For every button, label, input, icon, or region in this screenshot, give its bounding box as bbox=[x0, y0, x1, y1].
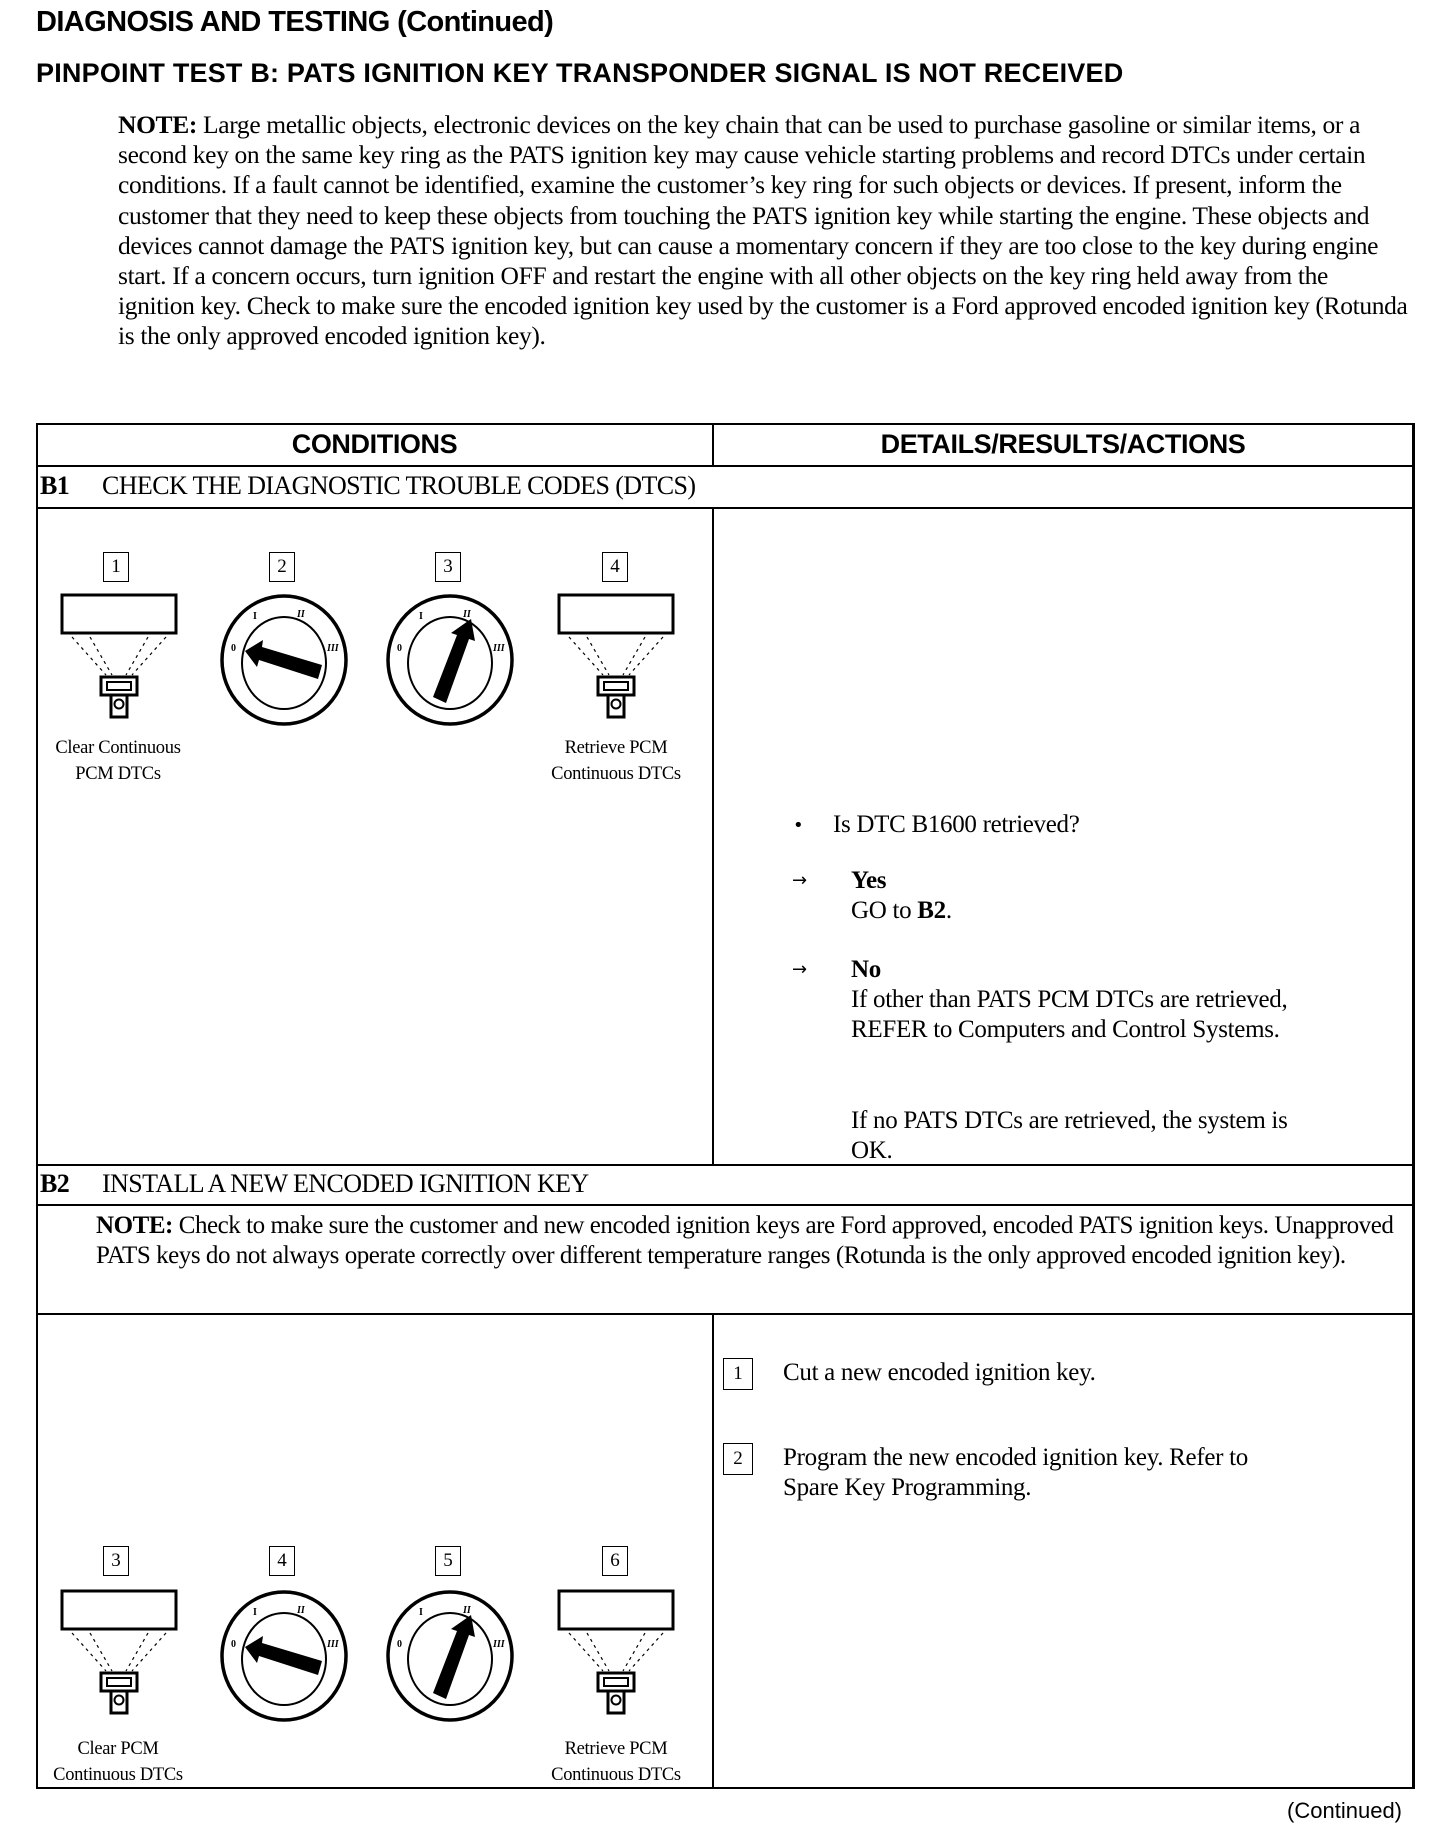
scan-tool-icon bbox=[54, 593, 184, 718]
section-heading: DIAGNOSIS AND TESTING (Continued) bbox=[36, 6, 554, 38]
step-code: B1 bbox=[40, 471, 70, 500]
continued-footer: (Continued) bbox=[1287, 1798, 1402, 1823]
action-number: 1 bbox=[723, 1358, 753, 1390]
svg-text:I: I bbox=[419, 611, 423, 622]
action-text: Cut a new encoded ignition key. bbox=[783, 1359, 1096, 1386]
pinpoint-test-title: PINPOINT TEST B: PATS IGNITION KEY TRANSPONDER SIGNAL IS NOT RECEIVED bbox=[36, 58, 1124, 88]
goto-b2-link[interactable]: B2 bbox=[917, 897, 946, 924]
svg-text:II: II bbox=[297, 1605, 305, 1616]
caption-retrieve-dtcs: Retrieve PCM Continuous DTCs bbox=[551, 1739, 681, 1785]
callout-number: 4 bbox=[269, 1546, 295, 1576]
step-code: B2 bbox=[40, 1169, 70, 1198]
svg-text:III: III bbox=[493, 1639, 505, 1650]
step-b2-title-row bbox=[40, 1169, 589, 1199]
ignition-switch-off-icon bbox=[217, 1589, 351, 1723]
b2-note bbox=[96, 1211, 1414, 1271]
callout-number: 5 bbox=[435, 1546, 461, 1576]
callout-number: 4 bbox=[602, 552, 628, 582]
result-no: No If other than PATS PCM DTCs are retrieved, REFER to Computers and Control Systems. bbox=[851, 956, 1288, 1043]
arrow-right-icon: → bbox=[792, 870, 808, 891]
scan-tool-icon bbox=[551, 593, 681, 718]
ignition-switch-off-icon bbox=[217, 593, 351, 727]
callout-number: 6 bbox=[602, 1546, 628, 1576]
action-number: 2 bbox=[723, 1443, 753, 1475]
svg-text:I: I bbox=[419, 1607, 423, 1618]
callout-number: 3 bbox=[435, 552, 461, 582]
svg-text:0: 0 bbox=[397, 1639, 402, 1650]
result-system-ok: If no PATS DTCs are retrieved, the system is OK. bbox=[851, 1107, 1288, 1164]
column-header-conditions: CONDITIONS bbox=[291, 429, 458, 459]
intro-note bbox=[118, 110, 1408, 352]
note-label: NOTE: bbox=[118, 110, 198, 139]
svg-text:0: 0 bbox=[231, 643, 236, 654]
bullet-icon: • bbox=[793, 815, 804, 836]
svg-text:III: III bbox=[327, 1639, 339, 1650]
caption-clear-dtcs: Clear PCM Continuous DTCs bbox=[53, 1739, 183, 1785]
svg-text:I: I bbox=[253, 1607, 257, 1618]
note-text: Large metallic objects, electronic devices on the key chain that can be used to purchase gasoline or similar items, or a second key on the same key ring as the PATS ignition key may cause vehicle starting problems and record DTCs under certain conditions. If a fault cannot be identified, examine the customer’s key ring for such objects or devices. If present, inform the customer that they need to keep these objects from touching the PATS ignition key while starting the engine. These objects and devices cannot damage the PATS ignition key, but can cause a momentary concern if they are too close to the key during engine start. If a concern occurs, turn ignition OFF and restart the engine with all other objects on the key ring held away from the ignition key. Check to make sure the encoded ignition key used by the customer is a Ford approved encoded ignition key (Rotunda is the only approved encoded ignition key). bbox=[118, 110, 1408, 351]
svg-text:II: II bbox=[463, 609, 471, 620]
svg-text:III: III bbox=[327, 643, 339, 654]
scan-tool-icon bbox=[54, 1589, 184, 1714]
callout-number: 2 bbox=[269, 552, 295, 582]
column-header-details: DETAILS/RESULTS/ACTIONS bbox=[880, 429, 1246, 459]
arrow-right-icon: → bbox=[792, 959, 808, 980]
note-text: Check to make sure the customer and new encoded ignition keys are Ford approved, encoded PATS ignition keys. Unapproved PATS keys do not always operate correctly over different temperature ranges (Rotunda is the only approved encoded ignition key). bbox=[96, 1212, 1394, 1269]
ignition-switch-run-icon bbox=[383, 593, 517, 727]
step-title: INSTALL A NEW ENCODED IGNITION KEY bbox=[102, 1169, 589, 1198]
caption-retrieve-dtcs: Retrieve PCM Continuous DTCs bbox=[551, 738, 681, 784]
callout-number: 1 bbox=[103, 552, 129, 582]
svg-text:II: II bbox=[463, 1605, 471, 1616]
svg-text:I: I bbox=[253, 611, 257, 622]
step-b1-title-row bbox=[40, 471, 695, 501]
svg-text:0: 0 bbox=[231, 1639, 236, 1650]
note-label: NOTE: bbox=[96, 1212, 173, 1239]
ignition-switch-run-icon bbox=[383, 1589, 517, 1723]
callout-number: 3 bbox=[103, 1546, 129, 1576]
svg-text:III: III bbox=[493, 643, 505, 654]
result-yes: Yes GO to B2. bbox=[851, 867, 952, 924]
pinpoint-test-table bbox=[36, 423, 1414, 1789]
svg-text:II: II bbox=[297, 609, 305, 620]
action-text: Program the new encoded ignition key. Refer to Spare Key Programming. bbox=[783, 1444, 1248, 1501]
caption-clear-dtcs: Clear Continuous PCM DTCs bbox=[55, 738, 181, 784]
b1-question: Is DTC B1600 retrieved? bbox=[833, 811, 1080, 838]
scan-tool-icon bbox=[551, 1589, 681, 1714]
svg-text:0: 0 bbox=[397, 643, 402, 654]
step-title: CHECK THE DIAGNOSTIC TROUBLE CODES (DTCS) bbox=[102, 471, 696, 500]
